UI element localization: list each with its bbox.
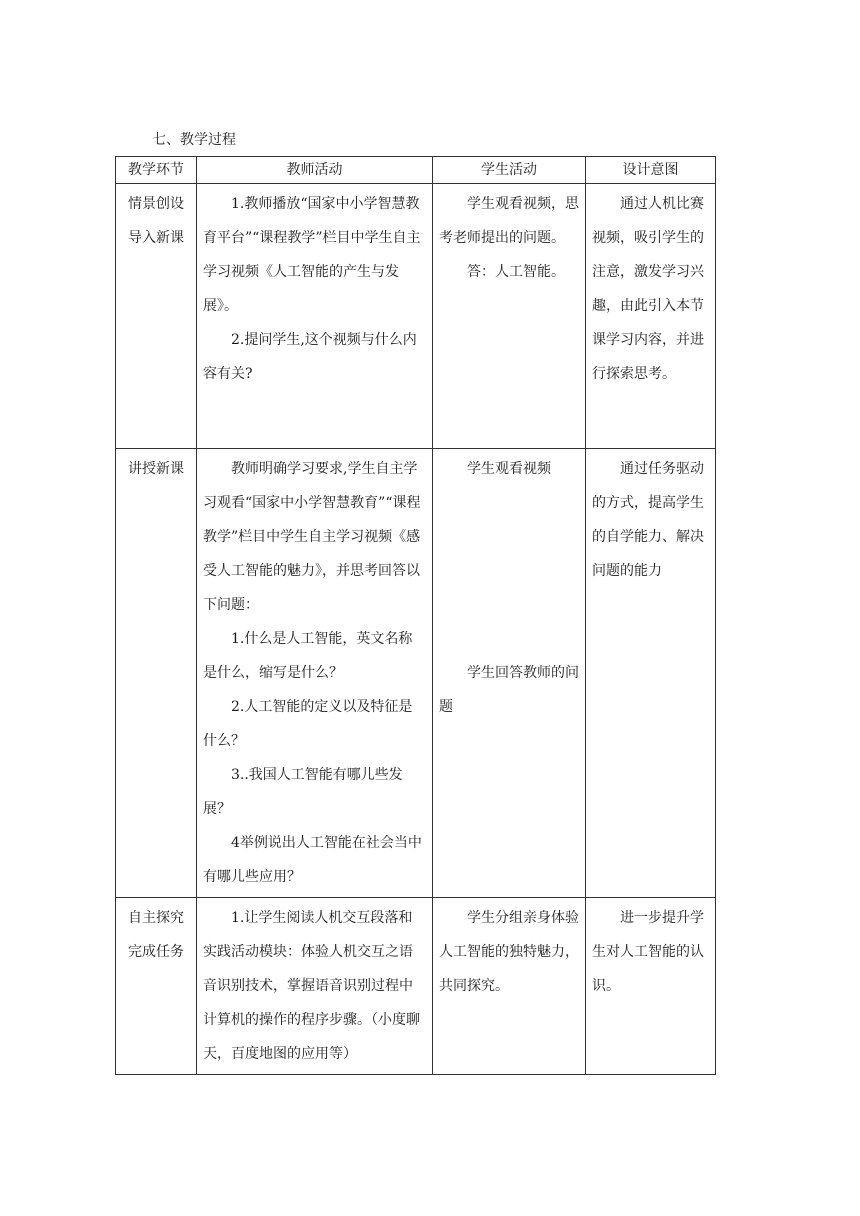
teacher-paragraph: 2.人工智能的定义以及特征是什么？ xyxy=(203,699,413,749)
intent-paragraph: 通过人机比赛视频，吸引学生的注意，激发学习兴趣，由此引入本节课学习内容，并进行探索思考。 xyxy=(592,196,704,382)
student-paragraph: 学生观看视频，思考老师提出的问题。 xyxy=(439,196,579,246)
header-student-activity: 学生活动 xyxy=(433,157,586,184)
design-intent-cell xyxy=(586,184,716,449)
student-paragraph: 答：人工智能。 xyxy=(467,264,565,280)
stage-line: 完成任务 xyxy=(128,944,184,960)
teacher-paragraph: 教师明确学习要求,学生自主学习观看“国家中小学智慧教育”“课程教学”栏目中学生自主学习视频《感受人工智能的魅力》，并思考回答以下问题： xyxy=(203,461,421,613)
design-intent-cell xyxy=(586,898,716,1075)
teacher-paragraph: 1.教师播放“国家中小学智慧教育平台”“课程教学”栏目中学生自主学习视频《人工智能的产生与发展》。 xyxy=(203,196,421,314)
student-activity-cell xyxy=(433,449,586,898)
teaching-process-table xyxy=(115,156,716,1075)
stage-line: 导入新课 xyxy=(128,230,184,246)
table-row xyxy=(116,898,716,1075)
teacher-paragraph: 1.什么是人工智能，英文名称是什么，缩写是什么？ xyxy=(203,631,413,681)
student-paragraph: 学生回答教师的问题 xyxy=(439,665,579,715)
table-row xyxy=(116,184,716,449)
stage-cell xyxy=(116,184,197,449)
student-activity-cell xyxy=(433,184,586,449)
section-title: 七、教学过程 xyxy=(152,132,236,148)
stage-line: 讲授新课 xyxy=(128,461,184,477)
student-activity-cell xyxy=(433,898,586,1075)
table-row xyxy=(116,449,716,898)
teacher-paragraph: 4举例说出人工智能在社会当中有哪儿些应用？ xyxy=(203,835,422,885)
teacher-paragraph: 1.让学生阅读人机交互段落和实践活动模块：体验人机交互之语音识别技术，掌握语音识别过程中计算机的操作的程序步骤。（小度聊天，百度地图的应用等） xyxy=(203,910,420,1062)
stage-cell xyxy=(116,449,197,898)
student-paragraph: 学生分组亲身体验人工智能的独特魅力，共同探究。 xyxy=(439,910,579,994)
stage-line: 自主探究 xyxy=(128,910,184,926)
design-intent-cell xyxy=(586,449,716,898)
intent-paragraph: 通过任务驱动的方式，提高学生的自学能力、解决问题的能力 xyxy=(592,461,704,579)
table-header-row xyxy=(116,157,716,184)
teacher-activity-cell xyxy=(197,184,433,449)
stage-cell xyxy=(116,898,197,1075)
header-design-intent: 设计意图 xyxy=(586,157,716,184)
header-teacher-activity: 教师活动 xyxy=(197,157,433,184)
teacher-activity-cell xyxy=(197,449,433,898)
header-stage: 教学环节 xyxy=(116,157,197,184)
stage-line: 情景创设 xyxy=(128,196,184,212)
teacher-paragraph: 2.提问学生,这个视频与什么内容有关? xyxy=(203,332,417,382)
student-paragraph: 学生观看视频 xyxy=(467,461,551,477)
teacher-paragraph: 3..我国人工智能有哪儿些发展？ xyxy=(203,767,403,817)
teacher-activity-cell xyxy=(197,898,433,1075)
intent-paragraph: 进一步提升学生对人工智能的认识。 xyxy=(592,910,704,994)
